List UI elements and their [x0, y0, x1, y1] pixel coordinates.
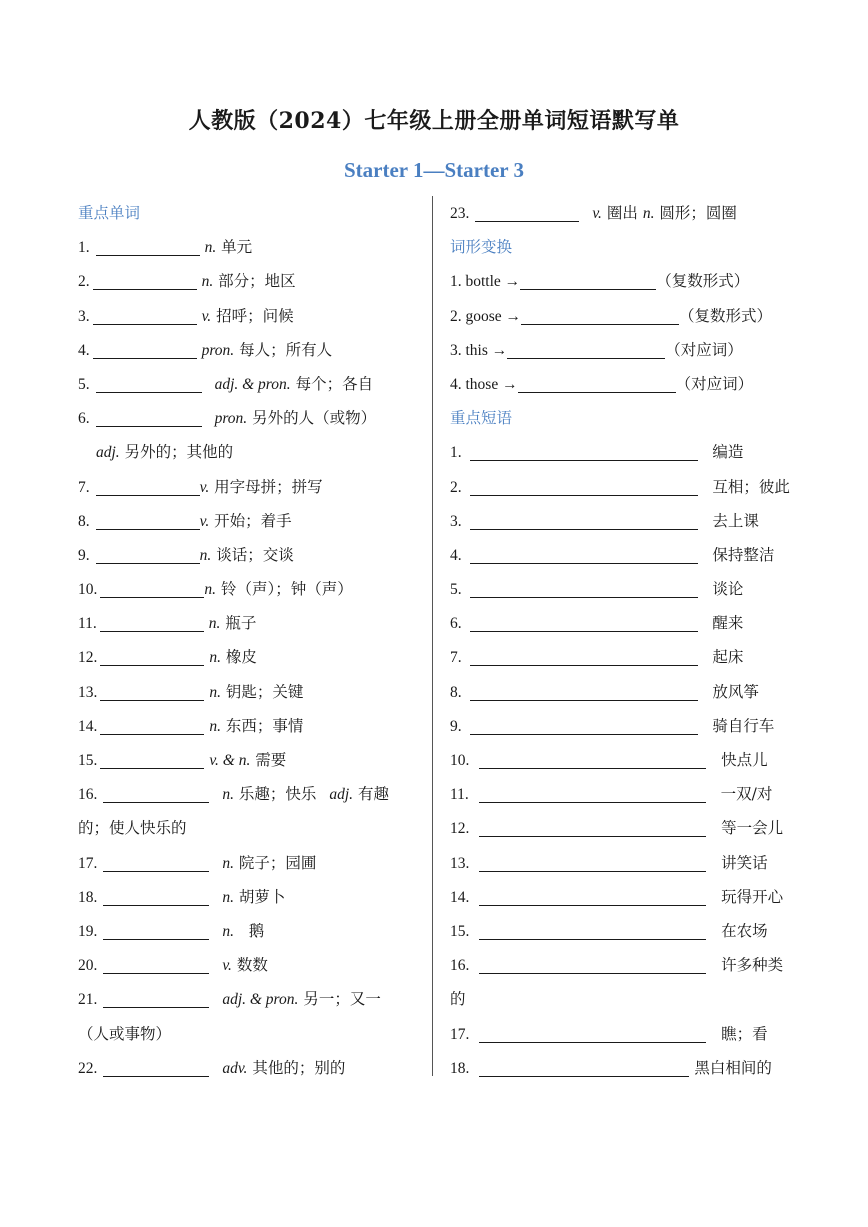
answer-blank[interactable] [103, 887, 209, 906]
form-label: 2. goose → [450, 307, 522, 325]
part-of-speech: v. [592, 205, 602, 222]
word-item [78, 1051, 414, 1085]
word-meaning: 院子；园圃 [238, 853, 317, 872]
item-number: 6. [78, 410, 90, 428]
answer-blank[interactable] [479, 784, 706, 803]
item-number: 8. [450, 683, 462, 701]
part-of-speech: n. [642, 205, 655, 222]
part-of-speech: n. [209, 683, 221, 701]
word-item [78, 777, 414, 811]
answer-blank[interactable] [470, 442, 698, 461]
answer-blank[interactable] [103, 784, 209, 803]
word-item [78, 846, 414, 880]
answer-blank[interactable] [96, 545, 200, 564]
answer-blank[interactable] [470, 511, 698, 530]
part-of-speech: adj. [329, 786, 354, 804]
word-item [78, 709, 414, 743]
answer-blank[interactable] [479, 955, 706, 974]
item-number: 11. [78, 615, 97, 633]
phrase-item [450, 572, 798, 606]
word-meaning: 瓶子 [225, 614, 257, 633]
phrase-item [450, 675, 798, 709]
word-meaning: 开始；着手 [214, 511, 292, 530]
item-number: 14. [450, 888, 470, 906]
word-item [78, 675, 414, 709]
word-item [78, 606, 414, 640]
phrase-meaning: 互相；彼此 [712, 477, 790, 496]
phrase-item [450, 777, 798, 811]
item-number: 1. [78, 239, 90, 257]
word-item [78, 640, 414, 674]
item-number: 7. [78, 478, 90, 496]
phrase-meaning: 黑白相间的 [694, 1058, 772, 1077]
item-number: 5. [450, 581, 462, 599]
answer-blank[interactable] [518, 374, 676, 393]
answer-blank[interactable] [520, 271, 656, 290]
phrase-item [450, 880, 798, 914]
word-meaning: 谈话；交谈 [216, 545, 294, 564]
answer-blank[interactable] [470, 647, 698, 666]
form-note: （对应词） [665, 340, 743, 359]
form-label: 3. this → [450, 341, 508, 359]
phrase-meaning: 保持整洁 [712, 545, 775, 564]
item-number: 21. [78, 991, 98, 1009]
phrase-item [450, 435, 798, 469]
part-of-speech: v. [201, 307, 212, 325]
phrase-item-continued [450, 982, 798, 1016]
phrase-item [450, 914, 798, 948]
phrase-meaning: 醒来 [712, 614, 744, 633]
phrase-item [450, 811, 798, 845]
form-item [450, 333, 798, 367]
item-number: 4. [450, 546, 462, 564]
item-number: 5. [78, 375, 90, 393]
phrase-item [450, 640, 798, 674]
section-heading-key-words: 重点单词 [78, 204, 141, 222]
right-column [450, 196, 798, 1085]
answer-blank[interactable] [100, 716, 204, 735]
answer-blank[interactable] [479, 818, 706, 837]
word-meaning: 东西；事情 [225, 716, 304, 735]
answer-blank[interactable] [479, 1024, 706, 1043]
phrase-meaning: 谈论 [712, 580, 744, 599]
item-number: 9. [450, 717, 462, 735]
phrase-meaning: 去上课 [712, 511, 759, 530]
form-note: （复数形式） [679, 306, 773, 325]
word-item [78, 572, 414, 606]
part-of-speech: n. [209, 717, 221, 735]
answer-blank[interactable] [470, 682, 698, 701]
word-meaning: 另外的；其他的 [124, 443, 234, 462]
answer-blank[interactable] [470, 716, 698, 735]
word-item [78, 367, 414, 401]
answer-blank[interactable] [521, 306, 679, 325]
word-item [78, 401, 414, 435]
item-number: 3. [78, 307, 90, 325]
part-of-speech: v. & n. [209, 752, 251, 769]
word-item [78, 880, 414, 914]
word-meaning: 胡萝卜 [238, 887, 286, 906]
part-of-speech: n. [208, 615, 221, 633]
item-number: 10. [78, 581, 98, 599]
item-number: 9. [78, 546, 90, 564]
word-item [78, 914, 414, 948]
left-column [78, 196, 414, 1085]
word-meaning: 有趣 [357, 785, 389, 804]
item-number: 2. [450, 478, 462, 496]
part-of-speech: n. [222, 888, 234, 906]
phrase-item [450, 470, 798, 504]
phrase-item [450, 538, 798, 572]
word-meaning: 乐趣；快乐 [238, 785, 317, 804]
word-meaning: 需要 [255, 751, 287, 769]
word-meaning: 鹅 [248, 921, 265, 940]
answer-blank[interactable] [93, 340, 197, 359]
answer-blank[interactable] [100, 613, 204, 632]
word-item-continued [78, 1017, 414, 1051]
part-of-speech: n. [222, 922, 234, 940]
phrase-meaning: 许多种类 [721, 956, 784, 975]
answer-blank[interactable] [479, 921, 706, 940]
answer-blank[interactable] [475, 203, 579, 222]
part-of-speech: n. [204, 581, 216, 599]
answer-blank[interactable] [96, 408, 202, 427]
part-of-speech: n. [209, 649, 221, 667]
answer-blank[interactable] [470, 545, 698, 564]
part-of-speech: adj. & pron. [222, 991, 299, 1009]
part-of-speech: v. [222, 957, 232, 975]
section-heading-word-forms: 词形变换 [450, 238, 513, 257]
item-number: 8. [78, 512, 90, 530]
word-meaning: （人或事物） [78, 1024, 172, 1043]
answer-blank[interactable] [470, 579, 698, 598]
answer-blank[interactable] [100, 750, 204, 769]
word-item [78, 538, 414, 572]
phrase-item [450, 709, 798, 743]
item-number: 6. [450, 615, 462, 633]
item-number: 17. [78, 854, 98, 872]
word-item [78, 470, 414, 504]
answer-blank[interactable] [93, 306, 197, 325]
phrase-meaning: 编造 [712, 443, 744, 462]
phrase-meaning: 等一会儿 [721, 819, 784, 838]
answer-blank[interactable] [103, 853, 209, 872]
item-number: 3. [450, 512, 462, 530]
phrase-item [450, 948, 798, 982]
word-meaning: 另一；又一 [303, 990, 381, 1009]
phrase-item [450, 1017, 798, 1051]
item-number: 12. [450, 820, 470, 838]
phrase-meaning: 瞧；看 [721, 1024, 768, 1043]
word-item-continued [78, 811, 414, 845]
part-of-speech: adj. & pron. [214, 375, 291, 393]
answer-blank[interactable] [479, 1058, 689, 1077]
answer-blank[interactable] [100, 647, 204, 666]
item-number: 20. [78, 957, 98, 975]
word-meaning: 钥匙；关键 [225, 682, 304, 701]
answer-blank[interactable] [93, 271, 197, 290]
item-number: 23. [450, 205, 470, 222]
answer-blank[interactable] [470, 613, 698, 632]
phrase-item [450, 606, 798, 640]
word-meaning: 圈出 [606, 204, 638, 222]
part-of-speech: v. [199, 512, 210, 530]
answer-blank[interactable] [103, 921, 209, 940]
word-item [78, 230, 414, 264]
phrase-meaning: 起床 [712, 648, 744, 667]
item-number: 11. [450, 786, 469, 804]
word-item [78, 982, 414, 1016]
form-note: （复数形式） [656, 272, 750, 291]
phrase-meaning: 玩得开心 [721, 887, 784, 906]
part-of-speech: v. [199, 478, 210, 496]
answer-blank[interactable] [103, 1058, 209, 1077]
item-number: 15. [450, 922, 470, 940]
answer-blank[interactable] [96, 511, 200, 530]
phrase-meaning: 放风筝 [712, 682, 759, 701]
answer-blank[interactable] [100, 682, 204, 701]
item-number: 10. [450, 752, 470, 769]
word-meaning: 橡皮 [225, 648, 257, 667]
word-meaning: 圆形；圆圈 [659, 204, 737, 222]
phrase-item [450, 1051, 798, 1085]
word-meaning: 的；使人快乐的 [78, 819, 187, 838]
item-number: 2. [78, 273, 90, 291]
form-label: 4. those → [450, 375, 518, 393]
item-number: 1. [450, 444, 462, 462]
part-of-speech: pron. [201, 341, 235, 359]
section-heading-key-phrases: 重点短语 [450, 409, 513, 428]
item-number: 18. [78, 888, 98, 906]
word-meaning: 数数 [236, 956, 268, 975]
answer-blank[interactable] [507, 340, 665, 359]
answer-blank[interactable] [103, 989, 209, 1008]
phrase-meaning: 在农场 [721, 921, 768, 940]
item-number: 14. [78, 717, 98, 735]
phrase-meaning: 骑自行车 [712, 716, 775, 735]
word-item [78, 299, 414, 333]
word-item [78, 264, 414, 298]
item-number: 17. [450, 1025, 470, 1043]
word-item [78, 948, 414, 982]
answer-blank[interactable] [103, 955, 209, 974]
answer-blank[interactable] [96, 477, 200, 496]
phrase-item [450, 743, 798, 777]
form-item [450, 264, 798, 298]
answer-blank[interactable] [96, 237, 200, 256]
form-item [450, 367, 798, 401]
form-label: 1. bottle → [450, 273, 521, 291]
item-number: 15. [78, 752, 98, 769]
part-of-speech: adj. [96, 444, 120, 462]
answer-blank[interactable] [479, 887, 706, 906]
item-number: 18. [450, 1059, 470, 1077]
item-number: 16. [450, 957, 470, 975]
answer-blank[interactable] [470, 477, 698, 496]
word-item [78, 504, 414, 538]
word-meaning: 每个；各自 [295, 374, 374, 393]
form-note: （对应词） [675, 374, 754, 393]
part-of-speech: pron. [214, 410, 248, 428]
phrase-meaning: 的 [450, 990, 466, 1009]
word-meaning: 另外的人（或物） [252, 409, 377, 428]
phrase-item [450, 846, 798, 880]
part-of-speech: n. [199, 546, 212, 564]
phrase-meaning: 讲笑话 [721, 853, 768, 872]
item-number: 22. [78, 1059, 98, 1077]
item-number: 12. [78, 649, 98, 667]
answer-blank[interactable] [479, 750, 706, 769]
word-item [78, 743, 414, 777]
item-number: 19. [78, 922, 98, 940]
word-item-continued [78, 435, 414, 469]
part-of-speech: n. [222, 786, 234, 804]
phrase-item [450, 504, 798, 538]
item-number: 4. [78, 341, 90, 359]
answer-blank[interactable] [479, 853, 706, 872]
word-item [78, 333, 414, 367]
word-meaning: 每人；所有人 [239, 340, 333, 359]
word-meaning: 招呼；问候 [216, 306, 294, 325]
word-meaning: 其他的；别的 [252, 1058, 346, 1077]
phrase-meaning: 快点儿 [721, 751, 768, 769]
item-number: 13. [78, 683, 98, 701]
answer-blank[interactable] [96, 374, 202, 393]
word-meaning: 单元 [221, 238, 253, 257]
item-number: 13. [450, 854, 470, 872]
word-meaning: 铃（声）；钟（声） [220, 580, 353, 599]
page-title: 人教版（2024）七年级上册全册单词短语默写单 [188, 108, 680, 134]
word-meaning: 部分；地区 [218, 272, 296, 291]
page-subtitle: Starter 1—Starter 3 [344, 158, 524, 182]
column-divider [432, 196, 433, 1076]
phrase-meaning: 一双/对 [720, 785, 773, 804]
word-meaning: 用字母拼；拼写 [214, 477, 323, 496]
item-number: 7. [450, 649, 462, 667]
word-item [450, 196, 798, 230]
part-of-speech: adv. [222, 1059, 248, 1077]
part-of-speech: n. [222, 854, 234, 872]
part-of-speech: n. [201, 273, 214, 291]
part-of-speech: n. [204, 239, 217, 257]
item-number: 16. [78, 786, 98, 804]
form-item [450, 299, 798, 333]
answer-blank[interactable] [100, 579, 204, 598]
